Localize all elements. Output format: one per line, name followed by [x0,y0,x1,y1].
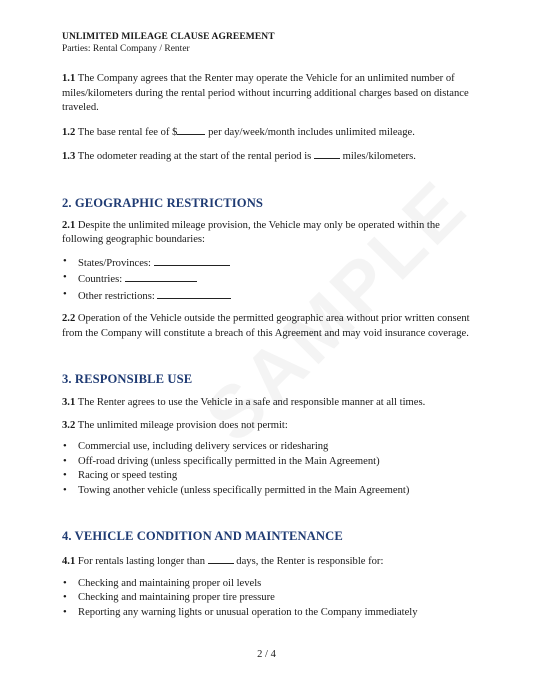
clause-text: The Renter agrees to use the Vehicle in a safe and responsible manner at all times. [77,397,426,408]
clause-3-1 [62,396,476,411]
list-item: • Towing another vehicle (unless specifically permitted in the Main Agreement) [62,484,476,499]
document-body [62,72,476,620]
list-item: • Checking and maintaining proper tire pressure [62,591,476,606]
clause-text: The odometer reading at the start of the rental period is [77,151,314,162]
other-restrictions-blank[interactable] [157,288,231,299]
clause-number: 3.2 [62,419,76,431]
clause-number: 1.2 [62,126,76,138]
clause-text: per day/week/month includes unlimited mileage. [205,126,415,138]
clause-number: 2.1 [62,219,76,231]
clause-3-2 [62,419,476,434]
clause-2-2 [62,312,476,341]
rental-days-blank[interactable] [208,553,234,564]
clause-4-1 [62,553,476,570]
document-header [62,31,275,55]
list-item: • Reporting any warning lights or unusual operation to the Company immediately [62,606,476,621]
list-item: • Other restrictions: [62,288,476,305]
states-blank[interactable] [154,255,230,266]
clause-text: Operation of the Vehicle outside the permitted geographic area without prior written consent from the Company will constitute a breach of this Agreement and may void insurance coverage. [62,313,470,339]
list-item: • Commercial use, including delivery services or ridesharing [62,440,476,455]
clause-number: 2.2 [62,313,76,324]
clause-text: The Company agrees that the Renter may operate the Vehicle for an unlimited number of miles/kilometers during the rental period without incurring additional charges based on distance traveled. [62,73,469,113]
page-number: 2 / 4 [257,649,276,660]
clause-text: The base rental fee of $ [77,126,178,138]
clause-number: 1.1 [62,73,76,84]
clause-text: days, the Renter is responsible for: [233,556,384,567]
clause-number: 4.1 [62,556,76,567]
geographic-list [62,255,476,305]
clause-text: miles/kilometers. [339,151,416,162]
document-title: UNLIMITED MILEAGE CLAUSE AGREEMENT [62,32,275,42]
clause-1-3 [62,148,476,165]
odometer-blank[interactable] [314,148,340,159]
clause-number: 3.1 [62,397,76,408]
countries-blank[interactable] [125,271,197,282]
list-item: • Off-road driving (unless specifically permitted in the Main Agreement) [62,455,476,470]
clause-2-1 [62,219,476,248]
rental-fee-blank[interactable] [177,124,205,135]
section-heading-geographic: 2. GEOGRAPHIC RESTRICTIONS [62,195,263,210]
list-item: • Countries: [62,271,476,288]
clause-text: The unlimited mileage provision does not permit: [77,419,288,431]
list-item: • Checking and maintaining proper oil levels [62,577,476,592]
section-heading-responsible-use: 3. RESPONSIBLE USE [62,372,193,386]
clause-1-1 [62,72,476,116]
clause-1-2 [62,124,476,141]
clause-number: 1.3 [62,151,76,162]
clause-text: For rentals lasting longer than [77,556,208,567]
document-parties: Parties: Rental Company / Renter [62,44,190,54]
maintenance-list [62,577,476,621]
prohibited-use-list [62,440,476,498]
list-item: • Racing or speed testing [62,469,476,484]
section-heading-vehicle-condition: 4. VEHICLE CONDITION AND MAINTENANCE [62,529,343,543]
list-item: • States/Provinces: [62,255,476,272]
clause-text: Despite the unlimited mileage provision, the Vehicle may only be operated within the following geographic boundaries: [62,219,440,245]
